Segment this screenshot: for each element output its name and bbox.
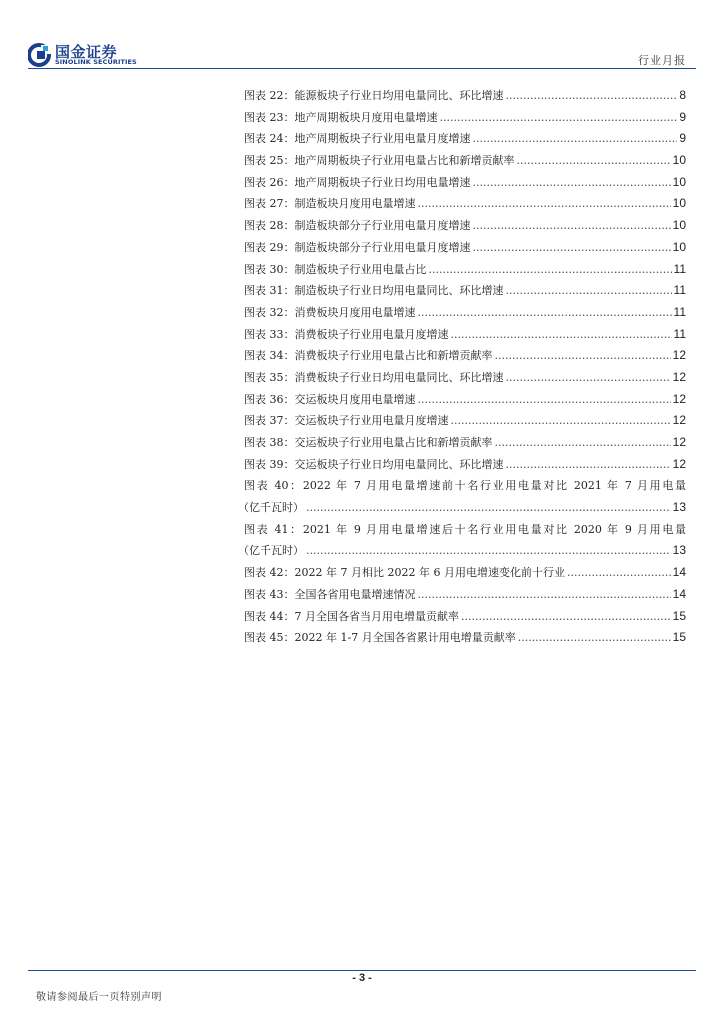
toc-page-number: 11 [673, 304, 686, 319]
logo-mark-icon [28, 42, 52, 68]
toc-page-number: 15 [672, 608, 686, 623]
toc-entry[interactable] [244, 150, 686, 172]
toc-page-number: 13 [672, 500, 686, 515]
toc-dot-leader [495, 345, 671, 367]
toc-entry[interactable] [244, 389, 686, 411]
toc-entry[interactable] [244, 345, 686, 367]
toc-entry[interactable] [244, 302, 686, 324]
toc-entry-title: 图表 41：2021 年 9 月用电量增速后十名行业用电量对比 2020 年 9 月用电量 [244, 522, 686, 536]
toc-dot-leader [518, 627, 671, 649]
toc-page-number: 14 [672, 565, 686, 580]
toc-dot-leader [495, 432, 671, 454]
toc-page-number: 12 [672, 391, 686, 406]
toc-entry-title: 图表 22：能源板块子行业日均用电量同比、环比增速 [244, 89, 504, 102]
header-rule [28, 68, 696, 69]
toc-dot-leader [418, 584, 671, 606]
disclaimer-text: 敬请参阅最后一页特别声明 [36, 992, 162, 1003]
logo-text-cn: 国金证券 [55, 43, 118, 61]
toc-page-number: 12 [672, 435, 686, 449]
toc-entry[interactable] [244, 475, 686, 497]
toc-dot-leader [506, 454, 671, 476]
toc-dot-leader [440, 107, 678, 129]
toc-dot-leader [451, 324, 672, 346]
toc-dot-leader [506, 280, 672, 302]
toc-page-number: 15 [672, 630, 686, 645]
toc-entry-title: 图表 28：制造板块部分子行业用电量月度增速 [244, 219, 471, 233]
toc-entry-title-cont: （亿千瓦时） [238, 544, 304, 558]
toc-entry-title-cont: （亿千瓦时） [238, 501, 304, 515]
toc-dot-leader [473, 215, 671, 237]
toc-entry-title: 图表 26：地产周期板块子行业日均用电量增速 [244, 175, 471, 189]
footer-rule [28, 970, 696, 971]
toc-entry[interactable] [244, 367, 686, 389]
toc-dot-leader [473, 128, 678, 150]
toc-entry-title: 图表 23：地产周期板块月度用电量增速 [244, 110, 438, 124]
toc-entry-title: 图表 45：2022 年 1-7 月全国各省累计用电增量贡献率 [244, 631, 516, 645]
toc-entry-continuation[interactable] [238, 497, 686, 519]
toc-dot-leader [418, 389, 671, 411]
toc-page-number: 10 [672, 196, 686, 211]
toc-entry-title: 图表 35：消费板块子行业日均用电量同比、环比增速 [244, 370, 504, 384]
toc-entry-continuation[interactable] [238, 540, 686, 562]
toc-dot-leader [418, 193, 671, 215]
toc-entry-title: 图表 39：交运板块子行业日均用电量同比、环比增速 [244, 457, 504, 471]
toc-entry[interactable] [244, 627, 686, 649]
toc-entry-title: 图表 30：制造板块子行业用电量占比 [244, 262, 427, 276]
toc-entry-title: 图表 38：交运板块子行业用电量占比和新增贡献率 [244, 436, 493, 449]
toc-entry-title: 图表 44：7 月全国各省当月用电增量贡献率 [244, 609, 459, 623]
toc-entry-title: 图表 37：交运板块子行业用电量月度增速 [244, 414, 449, 428]
toc-dot-leader [506, 85, 678, 107]
toc-entry[interactable] [244, 432, 686, 454]
toc-entry-title: 图表 40：2022 年 7 月用电量增速前十名行业用电量对比 2021 年 7 月用电量 [244, 479, 686, 493]
toc-entry-title: 图表 31：制造板块子行业日均用电量同比、环比增速 [244, 284, 504, 298]
toc-dot-leader [473, 237, 671, 259]
toc-entry-title: 图表 24：地产周期板块子行业用电量月度增速 [244, 132, 471, 146]
toc-dot-leader [306, 540, 671, 562]
toc-dot-leader [429, 259, 672, 281]
logo-text-en: SINOLINK SECURITIES [55, 58, 137, 66]
toc-page-number: 11 [673, 326, 686, 341]
toc-page-number: 8 [679, 88, 686, 102]
toc-page-number: 13 [672, 543, 686, 558]
toc-page-number: 12 [672, 413, 686, 428]
toc-entry[interactable] [244, 410, 686, 432]
toc-entry-title: 图表 34：消费板块子行业用电量占比和新增贡献率 [244, 349, 493, 363]
toc-page-number: 10 [672, 153, 686, 168]
toc-page-number: 14 [672, 586, 686, 601]
toc-entry[interactable] [244, 128, 686, 150]
toc-entry[interactable] [244, 324, 686, 346]
toc-page-number: 11 [673, 261, 686, 276]
toc-page-number: 11 [673, 283, 686, 298]
toc-entry[interactable] [244, 519, 686, 541]
company-logo [28, 42, 148, 70]
page-number: - 3 - [352, 972, 372, 984]
toc-dot-leader [473, 172, 671, 194]
toc-page-number: 12 [672, 369, 686, 384]
toc-entry[interactable] [244, 280, 686, 302]
toc-entry[interactable] [244, 454, 686, 476]
figure-list [238, 85, 686, 649]
toc-entry-title: 图表 43：全国各省用电量增速情况 [244, 587, 416, 601]
toc-entry[interactable] [244, 215, 686, 237]
toc-entry[interactable] [244, 562, 686, 584]
toc-page-number: 9 [679, 109, 686, 124]
toc-entry-title: 图表 36：交运板块月度用电量增速 [244, 392, 416, 406]
toc-entry-title: 图表 27：制造板块月度用电量增速 [244, 197, 416, 211]
toc-entry[interactable] [244, 193, 686, 215]
toc-dot-leader [517, 150, 671, 172]
toc-entry[interactable] [244, 85, 686, 107]
toc-entry[interactable] [244, 107, 686, 129]
toc-page-number: 12 [672, 348, 686, 363]
toc-dot-leader [418, 302, 672, 324]
toc-entry[interactable] [244, 606, 686, 628]
toc-page-number: 9 [679, 131, 686, 146]
toc-page-number: 10 [672, 218, 686, 233]
toc-page-number: 10 [672, 174, 686, 189]
toc-dot-leader [506, 367, 671, 389]
toc-dot-leader [461, 606, 671, 628]
toc-dot-leader [451, 410, 671, 432]
toc-entry[interactable] [244, 584, 686, 606]
toc-entry-title: 图表 32：消费板块月度用电量增速 [244, 305, 416, 319]
toc-entry-title: 图表 42：2022 年 7 月相比 2022 年 6 月用电增速变化前十行业 [244, 566, 565, 580]
toc-dot-leader [306, 497, 671, 519]
toc-entry[interactable] [244, 237, 686, 259]
toc-page-number: 10 [672, 239, 686, 254]
toc-entry[interactable] [244, 259, 686, 281]
toc-dot-leader [567, 562, 671, 584]
toc-entry-title: 图表 25：地产周期板块子行业用电量占比和新增贡献率 [244, 154, 515, 168]
toc-entry[interactable] [244, 172, 686, 194]
toc-page-number: 12 [672, 456, 686, 471]
toc-entry-title: 图表 29：制造板块部分子行业用电量月度增速 [244, 240, 471, 254]
toc-entry-title: 图表 33：消费板块子行业用电量月度增速 [244, 327, 449, 341]
report-type-label: 行业月报 [638, 54, 686, 67]
page-header [28, 42, 696, 70]
